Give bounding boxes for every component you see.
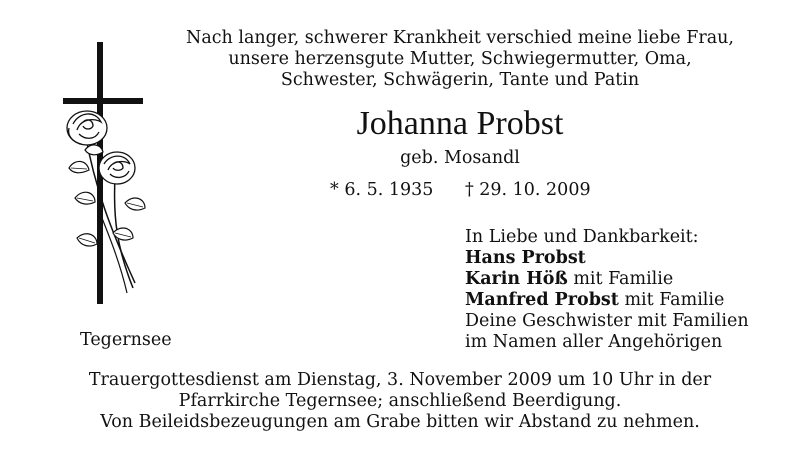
mourners-heading: In Liebe und Dankbarkeit:	[465, 227, 699, 247]
deceased-name: Johanna Probst	[356, 105, 564, 142]
life-dates	[330, 180, 591, 200]
place-name: Tegernsee	[80, 330, 172, 350]
death-date: † 29. 10. 2009	[464, 180, 591, 200]
birth-date: * 6. 5. 1935	[330, 180, 434, 200]
mourner	[465, 248, 749, 269]
service-line: Trauergottesdienst am Dienstag, 3. November 2009 um 10 Uhr in der	[88, 370, 712, 390]
mourner-suffix: mit Familie	[567, 269, 674, 289]
intro-text	[150, 28, 770, 91]
birth-name: geb. Mosandl	[400, 148, 520, 168]
intro-line: Nach langer, schwerer Krankheit verschied meine liebe Frau,	[186, 28, 734, 48]
mourner	[465, 269, 749, 290]
service-line: Von Beileidsbezeugungen am Grabe bitten wir Abstand zu nehmen.	[100, 412, 700, 432]
mourner-name: Manfred Probst	[465, 290, 619, 310]
mourner-suffix: mit Familie	[618, 290, 725, 310]
mourner-name: Hans Probst	[465, 248, 586, 268]
mourners-line: im Namen aller Angehörigen	[465, 332, 723, 352]
intro-line: Schwester, Schwägerin, Tante und Patin	[280, 70, 640, 90]
service-info	[60, 370, 740, 433]
service-line: Pfarrkirche Tegernsee; anschließend Beerdigung.	[178, 391, 622, 411]
mourner	[465, 290, 749, 311]
intro-line: unsere herzensgute Mutter, Schwiegermutter, Oma,	[228, 49, 692, 69]
mourner-name: Karin Höß	[465, 269, 568, 289]
cross-with-roses-icon	[55, 38, 150, 308]
mourners-list	[465, 227, 749, 353]
mourners-line: Deine Geschwister mit Familien	[465, 311, 749, 331]
